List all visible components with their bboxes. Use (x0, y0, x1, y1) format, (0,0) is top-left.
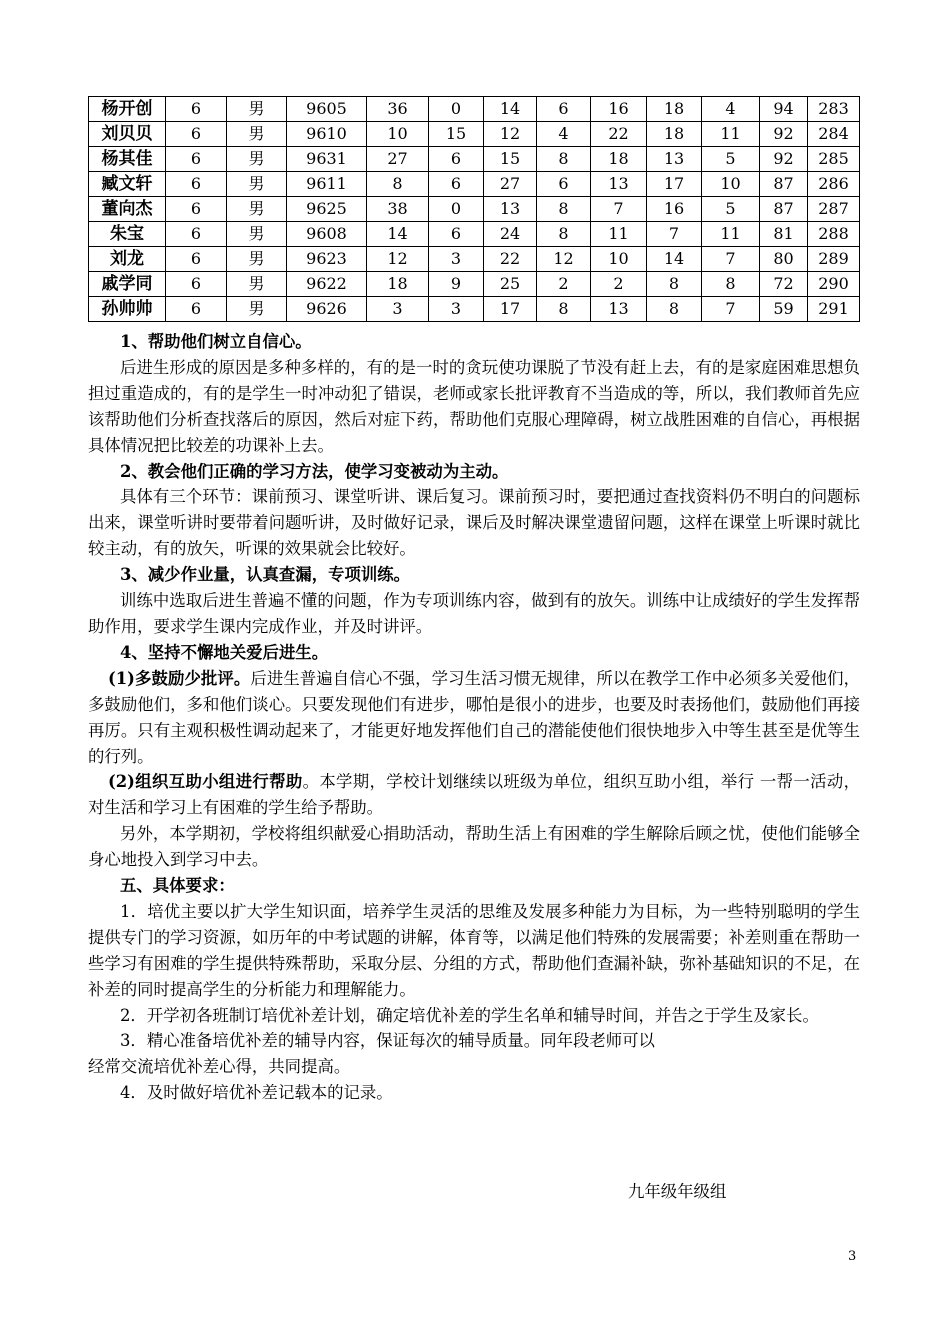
table-cell: 18 (367, 272, 429, 297)
body-text (88, 329, 860, 1106)
table-cell: 9626 (287, 297, 367, 322)
table-row (89, 222, 860, 247)
section-3-heading: 3、减少作业量，认真查漏，专项训练。 (120, 565, 411, 585)
table-cell: 27 (484, 172, 537, 197)
student-name-cell: 刘贝贝 (89, 122, 166, 147)
table-cell: 22 (591, 122, 647, 147)
table-cell: 24 (484, 222, 537, 247)
table-cell: 290 (808, 272, 860, 297)
paragraph-lead: (1)多鼓励少批评。 (108, 668, 251, 688)
table-cell: 8 (647, 272, 702, 297)
section-4-paragraph-1 (88, 666, 860, 770)
table-cell: 7 (647, 222, 702, 247)
requirement-item-1: 1．培优主要以扩大学生知识面，培养学生灵活的思维及发展多种能力为目标，为一些特别聪明的学生提供专门的学习资源，如历年的中考试题的讲解，体育等，以满足他们特殊的发展需要；补差则重在帮助一些学习有困难的学生提供特殊帮助，采取分层、分组的方式，帮助他们查漏补缺，弥补基础知识的不足，在补差的同时提高学生的分析能力和理解能力。 (88, 901, 860, 999)
table-cell: 9608 (287, 222, 367, 247)
table-cell: 6 (166, 122, 227, 147)
table-cell: 9611 (287, 172, 367, 197)
table-cell: 16 (647, 197, 702, 222)
section-1-body: 后进生形成的原因是多种多样的，有的是一时的贪玩使功课脱了节没有赶上去，有的是家庭困难思想负担过重造成的，有的是学生一时冲动犯了错误，老师或家长批评教育不当造成的等，所以，我们教师首先应该帮助他们分析查找落后的原因，然后对症下药，帮助他们克服心理障碍，树立战胜困难的自信心，再根据具体情况把比较差的功课补上去。 (88, 357, 860, 455)
table-cell: 4 (537, 122, 591, 147)
table-cell: 283 (808, 97, 860, 122)
section-4-paragraph-2 (88, 769, 860, 821)
table-cell: 10 (591, 247, 647, 272)
section-2-heading: 2、教会他们正确的学习方法，使学习变被动为主动。 (120, 461, 509, 481)
table-cell: 男 (227, 297, 287, 322)
table-cell: 2 (537, 272, 591, 297)
table-cell: 17 (484, 297, 537, 322)
table-cell: 6 (166, 172, 227, 197)
table-cell: 9623 (287, 247, 367, 272)
table-cell: 3 (429, 297, 484, 322)
requirement-item-3a: 3．精心准备培优补差的辅导内容，保证每次的辅导质量。同年段老师可以 (120, 1031, 655, 1051)
table-cell: 288 (808, 222, 860, 247)
student-name-cell: 杨开创 (89, 97, 166, 122)
table-cell: 6 (537, 97, 591, 122)
section-4-heading: 4、坚持不懈地关爱后进生。 (120, 642, 329, 662)
table-cell: 男 (227, 197, 287, 222)
requirement-item-2: 2．开学初各班制订培优补差计划，确定培优补差的学生名单和辅导时间，并告之于学生及家长。 (120, 1005, 819, 1025)
table-cell: 18 (591, 147, 647, 172)
table-cell: 3 (429, 247, 484, 272)
student-name-cell: 董向杰 (89, 197, 166, 222)
table-cell: 男 (227, 272, 287, 297)
table-cell: 5 (702, 147, 760, 172)
table-cell: 284 (808, 122, 860, 147)
table-row (89, 197, 860, 222)
table-cell: 7 (702, 297, 760, 322)
paragraph-body: 。本学期，学校计划继续以班级为单位，组织互助小组，举行 一帮一活动，对生活和学习上有困难的学生给予帮助。 (88, 772, 860, 818)
table-cell: 6 (429, 172, 484, 197)
table-cell: 286 (808, 172, 860, 197)
table-cell: 2 (591, 272, 647, 297)
table-cell: 38 (367, 197, 429, 222)
table-row (89, 122, 860, 147)
table-cell: 11 (702, 222, 760, 247)
table-cell: 25 (484, 272, 537, 297)
table-cell: 6 (166, 297, 227, 322)
student-name-cell: 臧文轩 (89, 172, 166, 197)
table-cell: 9631 (287, 147, 367, 172)
table-cell: 9 (429, 272, 484, 297)
table-row (89, 97, 860, 122)
table-cell: 291 (808, 297, 860, 322)
table-cell: 0 (429, 97, 484, 122)
table-cell: 14 (484, 97, 537, 122)
table-cell: 94 (760, 97, 808, 122)
table-cell: 87 (760, 172, 808, 197)
table-cell: 6 (166, 272, 227, 297)
table-cell: 12 (537, 247, 591, 272)
table-cell: 8 (537, 297, 591, 322)
table-cell: 36 (367, 97, 429, 122)
table-row (89, 272, 860, 297)
requirement-item-4: 4．及时做好培优补差记载本的记录。 (120, 1083, 393, 1103)
table-body (89, 97, 860, 322)
table-cell: 男 (227, 147, 287, 172)
table-cell: 男 (227, 222, 287, 247)
table-cell: 6 (429, 222, 484, 247)
signature: 九年级年级组 (628, 1182, 727, 1201)
table-cell: 0 (429, 197, 484, 222)
table-cell: 87 (760, 197, 808, 222)
table-cell: 12 (484, 122, 537, 147)
table-cell: 7 (702, 247, 760, 272)
table-cell: 13 (591, 172, 647, 197)
table-cell: 6 (166, 222, 227, 247)
student-scores-table (88, 96, 860, 322)
table-row (89, 247, 860, 272)
table-row (89, 147, 860, 172)
table-cell: 8 (367, 172, 429, 197)
table-cell: 92 (760, 122, 808, 147)
table-cell: 13 (484, 197, 537, 222)
section-5-heading: 五、具体要求： (120, 876, 235, 896)
table-cell: 289 (808, 247, 860, 272)
table-cell: 11 (702, 122, 760, 147)
table-cell: 4 (702, 97, 760, 122)
table-cell: 男 (227, 122, 287, 147)
table-cell: 6 (537, 172, 591, 197)
table-cell: 16 (591, 97, 647, 122)
table-cell: 14 (367, 222, 429, 247)
section-1-heading: 1、帮助他们树立自信心。 (120, 332, 312, 351)
paragraph-body: 后进生普遍自信心不强，学习生活习惯无规律，所以在教学工作中必须多关爱他们，多鼓励他们，多和他们谈心。只要发现他们有进步，哪怕是很小的进步，也要及时表扬他们，鼓励他们再接再厉。只有主观积极性调动起来了，才能更好地发挥他们自己的潜能使他们很快地步入中等生甚至是优等生的行列。 (88, 668, 860, 766)
table-cell: 男 (227, 247, 287, 272)
table-row (89, 297, 860, 322)
table-cell: 8 (537, 222, 591, 247)
table-cell: 92 (760, 147, 808, 172)
table-cell: 10 (367, 122, 429, 147)
table-cell: 9622 (287, 272, 367, 297)
section-4-paragraph-3: 另外，本学期初，学校将组织献爱心捐助活动，帮助生活上有困难的学生解除后顾之忧，使他们能够全身心地投入到学习中去。 (88, 824, 860, 870)
table-cell: 15 (484, 147, 537, 172)
table-cell: 80 (760, 247, 808, 272)
table-cell: 7 (591, 197, 647, 222)
table-cell: 11 (591, 222, 647, 247)
table-cell: 18 (647, 97, 702, 122)
table-cell: 6 (166, 197, 227, 222)
paragraph-lead: (2)组织互助小组进行帮助 (108, 772, 303, 792)
table-cell: 9625 (287, 197, 367, 222)
table-cell: 285 (808, 147, 860, 172)
requirement-item-3b: 经常交流培优补差心得，共同提高。 (88, 1057, 351, 1077)
table-cell: 8 (537, 147, 591, 172)
table-cell: 5 (702, 197, 760, 222)
table-cell: 6 (166, 97, 227, 122)
table-cell: 12 (367, 247, 429, 272)
table-cell: 22 (484, 247, 537, 272)
table-cell: 男 (227, 97, 287, 122)
table-cell: 13 (647, 147, 702, 172)
table-cell: 14 (647, 247, 702, 272)
student-name-cell: 朱宝 (89, 222, 166, 247)
table-cell: 3 (367, 297, 429, 322)
table-cell: 9610 (287, 122, 367, 147)
table-cell: 15 (429, 122, 484, 147)
table-cell: 8 (537, 197, 591, 222)
student-name-cell: 刘龙 (89, 247, 166, 272)
table-cell: 13 (591, 297, 647, 322)
table-cell: 18 (647, 122, 702, 147)
table-cell: 6 (429, 147, 484, 172)
table-cell: 72 (760, 272, 808, 297)
table-cell: 9605 (287, 97, 367, 122)
table-cell: 6 (166, 147, 227, 172)
section-3-body: 训练中选取后进生普遍不懂的问题，作为专项训练内容，做到有的放矢。训练中让成绩好的学生发挥帮助作用，要求学生课内完成作业，并及时讲评。 (88, 591, 860, 636)
table-cell: 8 (702, 272, 760, 297)
student-name-cell: 杨其佳 (89, 147, 166, 172)
section-2-body: 具体有三个环节：课前预习、课堂听讲、课后复习。课前预习时，要把通过查找资料仍不明白的问题标出来，课堂听讲时要带着问题听讲，及时做好记录，课后及时解决课堂遗留问题，这样在课堂上听课时就比较主动，有的放矢，听课的效果就会比较好。 (88, 487, 860, 559)
student-name-cell: 孙帅帅 (89, 297, 166, 322)
table-cell: 10 (702, 172, 760, 197)
table-row (89, 172, 860, 197)
table-cell: 81 (760, 222, 808, 247)
table-cell: 6 (166, 247, 227, 272)
table-cell: 8 (647, 297, 702, 322)
student-name-cell: 戚学同 (89, 272, 166, 297)
table-cell: 17 (647, 172, 702, 197)
table-cell: 59 (760, 297, 808, 322)
table-cell: 287 (808, 197, 860, 222)
table-cell: 27 (367, 147, 429, 172)
page-number: 3 (848, 1249, 857, 1264)
table-cell: 男 (227, 172, 287, 197)
